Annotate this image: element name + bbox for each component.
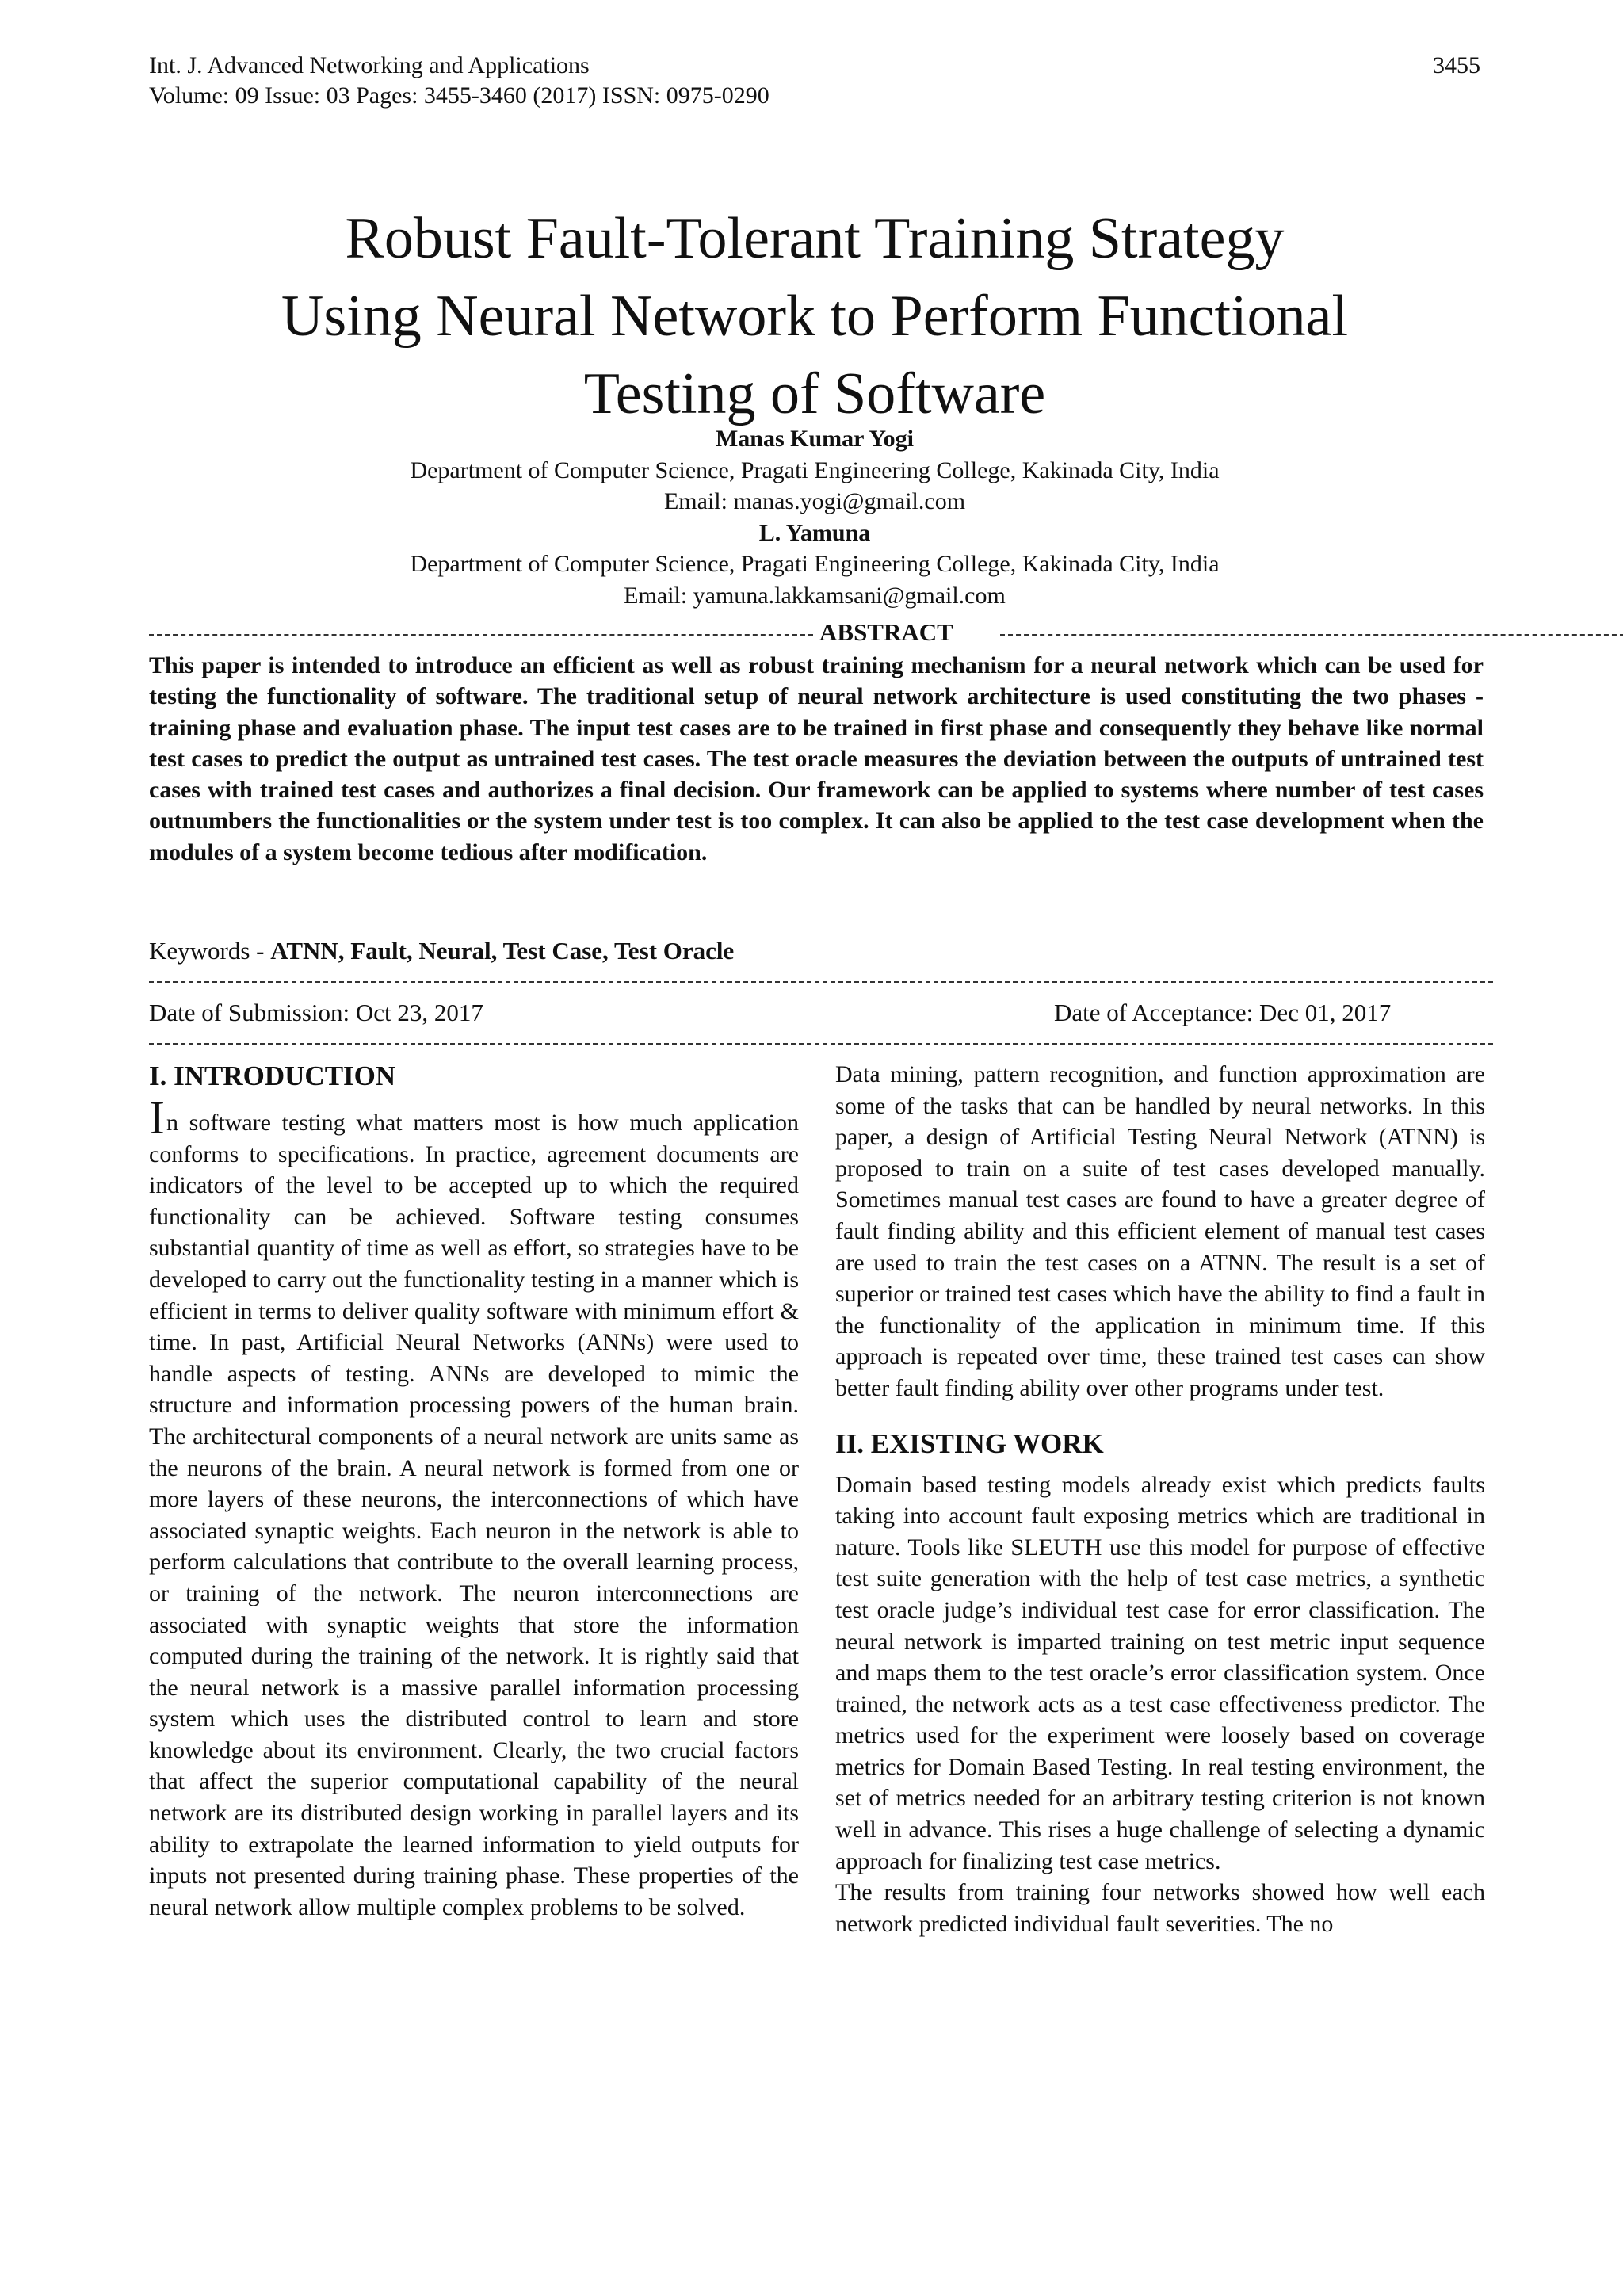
dates-line [149,997,1484,1029]
page-number: 3455 [1433,52,1480,78]
keywords-label: Keywords - [149,937,271,965]
author-email: Email: yamuna.lakkamsani@gmail.com [624,582,1006,609]
title-line-3: Testing of Software [583,361,1046,426]
right-column [835,1059,1485,1939]
author-name: Manas Kumar Yogi [715,426,915,452]
title-line-2: Using Neural Network to Perform Functional [281,284,1349,349]
title-block [149,200,1480,433]
introduction-continued: Data mining, pattern recognition, and function approximation are some of the tasks that can be handled by neural networks. In this paper, a design of Artificial Testing Neural Network (ATNN) is proposed to train on a suite of test cases developed manually. Sometimes manual test cases are found to have a greater degree of fault finding ability and this efficient element of manual test cases are used to train the test cases on a ATNN. The result is a set of superior or trained test cases which have the ability to find a fault in the functionality of the application in minimum time. If this approach is repeated over time, these trained test cases can show better fault finding ability over other programs under test. [835,1061,1485,1401]
existing-work-paragraph: Domain based testing models already exist which predicts faults taking into account fault exposing metrics which are traditional in nature. Tools like SLEUTH use this model for purpose of effective test suite generation with the help of test case metrics, a synthetic test oracle judge’s individual test case for error classification. The neural network is imparted training on test metric input sequence and maps them to the test oracle’s error classification system. Once trained, the network acts as a test case effectiveness predictor. The metrics used for the experiment were loosely based on coverage metrics for Domain Based Testing. In real testing environment, the set of metrics needed for an arbitrary testing criterion is not known well in advance. This rises a huge challenge of selecting a dynamic approach for finalizing test case metrics. [835,1471,1485,1874]
section-heading-introduction: I. INTRODUCTION [149,1060,396,1091]
abstract-text: This paper is intended to introduce an efficient as well as robust training mechanism for a neural network which can be used for testing the functionality of software. The traditional setup of neural network architecture is used constituting the two phases -training phase and evaluation phase. The input test cases are to be trained in first phase and consequently they behave like normal test cases to predict the output as untrained test cases. The test oracle measures the deviation between the outputs of untrained test cases with trained test cases and authorizes a final decision. Our framework can be applied to systems where number of test cases outnumbers the functionalities or the system under test is too complex. It can also be applied to the test case development when the modules of a system become tedious after modification. [149,652,1484,865]
dashed-rule [149,1043,1493,1045]
author-name: L. Yamuna [758,519,871,546]
left-column [149,1059,799,1923]
running-header [149,51,1480,111]
journal-name: Int. J. Advanced Networking and Applications [149,52,590,78]
author-email: Email: manas.yogi@gmail.com [663,488,966,514]
dashed-rule [1000,634,1623,636]
dashed-rule [149,981,1493,983]
paper-title [149,200,1480,433]
drop-cap: I [149,1091,165,1144]
introduction-paragraph [149,1091,799,1923]
author-block [149,423,1480,611]
keywords-terms: ATNN, Fault, Neural, Test Case, Test Oracle [270,937,735,965]
submission-date: Date of Submission: Oct 23, 2017 [149,999,483,1026]
keywords-line [149,935,734,967]
volume-info: Volume: 09 Issue: 03 Pages: 3455-3460 (2017) ISSN: 0975-0290 [149,82,769,109]
abstract-divider [149,617,1493,648]
title-line-1: Robust Fault-Tolerant Training Strategy [345,206,1285,271]
author-affiliation: Department of Computer Science, Pragati Engineering College, Kakinada City, India [410,457,1220,483]
acceptance-date: Date of Acceptance: Dec 01, 2017 [1054,999,1392,1026]
introduction-text: n software testing what matters most is how much application conforms to specifications. In practice, agreement documents are indicators of the level to be accepted up to which the required functionality can be achieved. Software testing consumes substantial quantity of time as well as effort, so strategies have to be developed to carry out the functionality testing in a manner which is efficient in terms to deliver quality software with minimum effort & time. In past, Artificial Neural Networks (ANNs) were used to handle aspects of testing. ANNs are developed to mimic the structure and information processing powers of the human brain. The architectural components of a neural network are units same as the neurons of the brain. A neural network is formed from one or more layers of these neurons, the interconnections of which have associated synaptic weights. Each neuron in the network is able to perform calculations that contribute to the overall learning process, or training of the network. The neuron interconnections are associated with synaptic weights that store the information computed during the training of the network. It is rightly said that the neural network is a massive parallel information processing system which uses the distributed control to learn and store knowledge about its environment. Clearly, the two crucial factors that affect the superior computational capability of the neural network are its distributed design working in parallel layers and its ability to extrapolate the learned information to yield outputs for inputs not presented during training phase. These properties of the neural network allow multiple complex problems to be solved. [149,1110,799,1920]
abstract-heading: ABSTRACT [819,617,953,648]
author-affiliation: Department of Computer Science, Pragati Engineering College, Kakinada City, India [410,551,1220,577]
section-heading-existing-work: II. EXISTING WORK [835,1427,1104,1459]
existing-work-paragraph: The results from training four networks showed how well each network predicted individual fault severities. The no [835,1879,1485,1937]
dashed-rule [149,634,813,636]
